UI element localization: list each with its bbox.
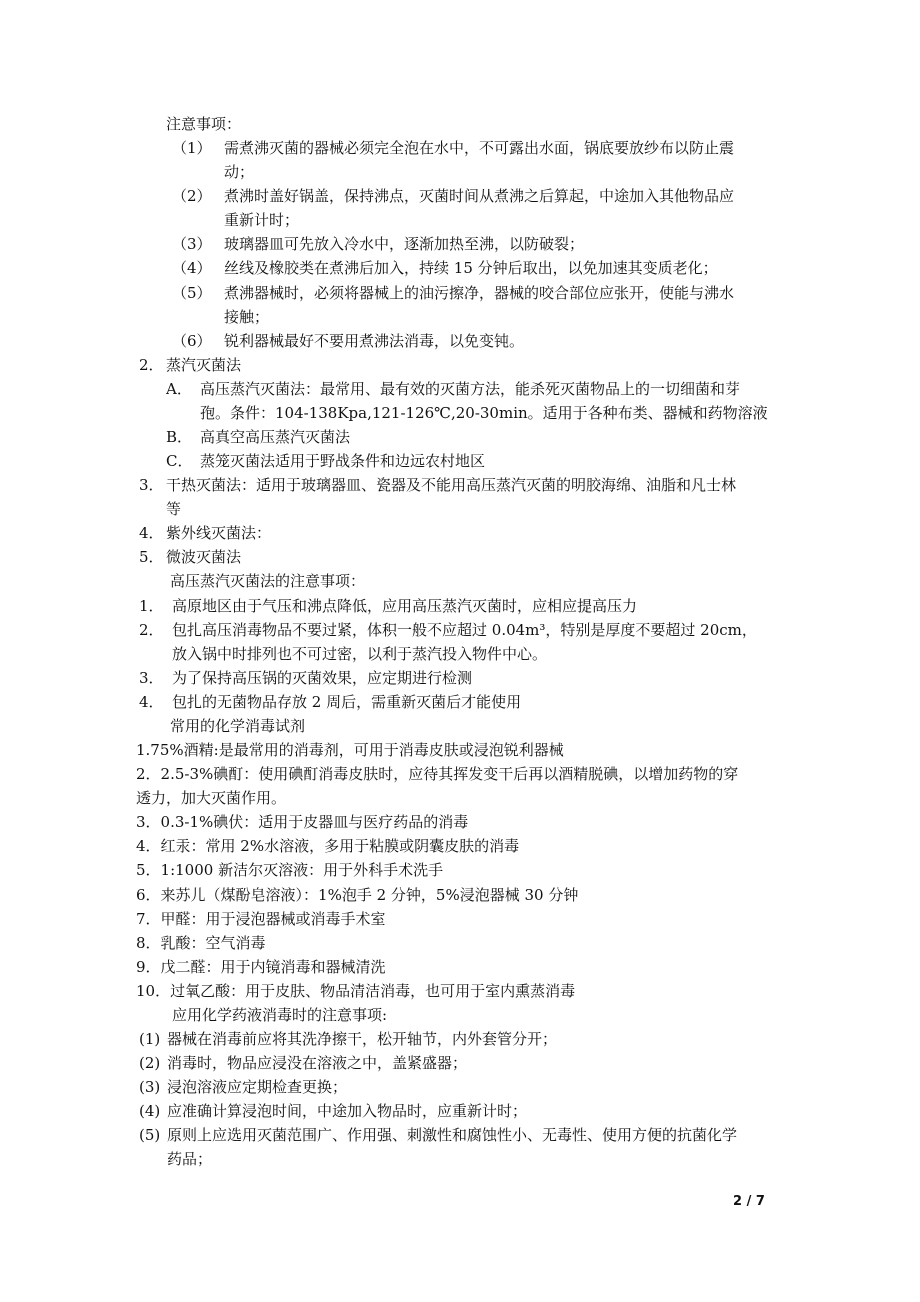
chemical-item: 5．1:1000 新洁尔灭溶液：用于外科手术洗手 (136, 861, 444, 879)
list-item-number: (5) (139, 1126, 161, 1144)
page-number: 2 / 7 (733, 1194, 765, 1209)
list-item-number: (1) (139, 1030, 161, 1048)
section-number: 4． (139, 524, 164, 542)
list-item-text: 放入锅中时排列也不可过密，以利于蒸汽投入物件中心。 (172, 645, 548, 663)
section-text: 紫外线灭菌法： (166, 524, 272, 542)
list-item-text: 煮沸时盖好锅盖，保持沸点，灭菌时间从煮沸之后算起，中途加入其他物品应 (224, 187, 735, 205)
list-item-text: 锐利器械最好不要用煮沸法消毒，以免变钝。 (224, 332, 525, 350)
list-item-number: （5） (172, 284, 212, 302)
list-item-number: (2) (139, 1054, 161, 1072)
chemical-item: 4．红汞：常用 2%水溶液，多用于粘膜或阴囊皮肤的消毒 (136, 837, 520, 855)
list-item-number: 2． (139, 621, 164, 639)
list-item-text: 应准确计算浸泡时间，中途加入物品时，应重新计时； (167, 1102, 528, 1120)
sub-item-letter: C． (166, 452, 193, 470)
chemical-item: 1.75%酒精:是最常用的消毒剂，可用于消毒皮肤或浸泡锐利器械 (136, 741, 564, 759)
list-item-number: (4) (139, 1102, 161, 1120)
list-item-text: 玻璃器皿可先放入冷水中，逐渐加热至沸，以防破裂； (224, 235, 585, 253)
chemicals-heading: 常用的化学消毒试剂 (170, 717, 306, 735)
list-item-text: 需煮沸灭菌的器械必须完全泡在水中，不可露出水面，锅底要放纱布以防止震 (224, 139, 735, 157)
chem-notes-heading: 应用化学药液消毒时的注意事项: (172, 1006, 388, 1024)
section-text: 干热灭菌法：适用于玻璃器皿、瓷器及不能用高压蒸汽灭菌的明胶海绵、油脂和凡士林 (166, 476, 737, 494)
sub-item-text: 高真空高压蒸汽灭菌法 (200, 428, 351, 446)
list-item-number: （3） (172, 235, 212, 253)
list-item-text: 煮沸器械时，必须将器械上的油污擦净，器械的咬合部位应张开，使能与沸水 (224, 284, 735, 302)
sub-item-text: 蒸笼灭菌法适用于野战条件和边远农村地区 (200, 452, 486, 470)
list-item-text: 消毒时，物品应浸没在溶液之中，盖紧盛器； (167, 1054, 468, 1072)
section-text: 等 (166, 500, 182, 518)
list-item-number: 4． (139, 693, 164, 711)
section-number: 3． (139, 476, 164, 494)
list-item-number: （1） (172, 139, 212, 157)
list-item-text: 包扎的无菌物品存放 2 周后，需重新灭菌后才能使用 (172, 693, 522, 711)
list-item-number: 3． (139, 669, 164, 687)
list-item-number: （6） (172, 332, 212, 350)
list-item-text: 高原地区由于气压和沸点降低，应用高压蒸汽灭菌时，应相应提高压力 (172, 597, 638, 615)
list-item-text: 动； (224, 163, 255, 181)
boiling-notes-heading: 注意事项： (166, 115, 242, 133)
chemical-item: 6．来苏儿（煤酚皂溶液）：1%泡手 2 分钟，5%浸泡器械 30 分钟 (136, 886, 579, 904)
chemical-item: 2．2.5-3%碘酊：使用碘酊消毒皮肤时，应待其挥发变干后再以酒精脱碘，以增加药物的穿 (136, 765, 739, 783)
list-item-text: 包扎高压消毒物品不要过紧，体积一般不应超过 0.04m³，特别是厚度不要超过 20cm， (172, 621, 757, 639)
chemical-item: 10．过氧乙酸：用于皮肤、物品清洁消毒，也可用于室内熏蒸消毒 (136, 982, 576, 1000)
sub-item-text: 高压蒸汽灭菌法：最常用、最有效的灭菌方法，能杀死灭菌物品上的一切细菌和芽 (200, 380, 741, 398)
list-item-text: 浸泡溶液应定期检查更换； (167, 1078, 348, 1096)
chemical-item: 8．乳酸：空气消毒 (136, 934, 266, 952)
list-item-number: (3) (139, 1078, 161, 1096)
sub-item-letter: B． (166, 428, 193, 446)
list-item-text: 为了保持高压锅的灭菌效果，应定期进行检测 (172, 669, 473, 687)
autoclave-notes-heading: 高压蒸汽灭菌法的注意事项： (170, 572, 366, 590)
list-item-text: 药品； (167, 1150, 213, 1168)
list-item-number: （2） (172, 187, 212, 205)
list-item-number: 1． (139, 597, 164, 615)
sub-item-letter: A． (166, 380, 192, 398)
section-text: 微波灭菌法 (166, 548, 242, 566)
chemical-item: 9．戊二醛：用于内镜消毒和器械清洗 (136, 958, 386, 976)
section-title: 蒸汽灭菌法 (166, 356, 242, 374)
sub-item-text: 孢。条件：104-138Kpa,121-126℃,20-30min。适用于各种布类、器械和药物溶液 (200, 404, 768, 422)
list-item-text: 重新计时； (224, 211, 300, 229)
chemical-item: 7．甲醛：用于浸泡器械或消毒手术室 (136, 910, 386, 928)
section-number: 5． (139, 548, 164, 566)
chemical-item: 透力，加大灭菌作用。 (136, 789, 287, 807)
list-item-number: （4） (172, 259, 212, 277)
section-number: 2． (139, 356, 164, 374)
list-item-text: 接触； (224, 308, 270, 326)
chemical-item: 3．0.3-1%碘伏：适用于皮器皿与医疗药品的消毒 (136, 813, 469, 831)
list-item-text: 丝线及橡胶类在煮沸后加入，持续 15 分钟后取出，以免加速其变质老化； (224, 259, 718, 277)
list-item-text: 器械在消毒前应将其洗净擦干，松开轴节，内外套管分开； (167, 1030, 558, 1048)
list-item-text: 原则上应选用灭菌范围广、作用强、刺激性和腐蚀性小、无毒性、使用方便的抗菌化学 (167, 1126, 738, 1144)
